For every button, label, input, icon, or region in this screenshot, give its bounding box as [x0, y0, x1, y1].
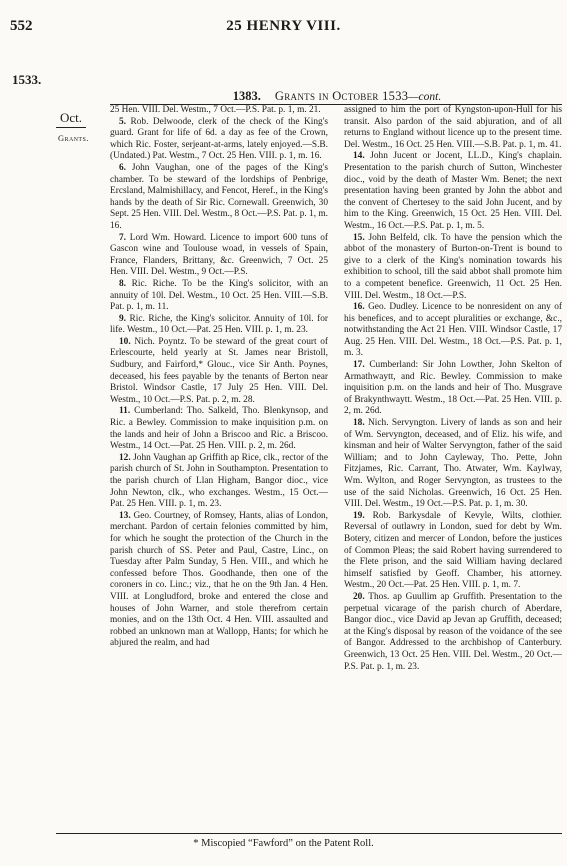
entry-paragraph — [110, 117, 328, 163]
entry-text: Ric. Riche, the King's solicitor. Annuity of 10l. for life. Westm., 10 Oct.—Pat. 25 Hen. VIII. p. 1, m. 23. — [110, 313, 328, 336]
entry-number: 18. — [353, 418, 365, 429]
entry-text: Rob. Barkysdale of Kevyle, Wilts, clothier. Reversal of outlawry in London, sued for debt by Wm. Botery, citizen and mercer of London, before the justices of Common Pleas; the said Robert having surrendered to the Flete prison, and the said William having declared himself satisfied by Geoff. Chamber, his attorney. Westm., 20 Oct.—Pat. 25 Hen. VIII. p. 1, m. 7. — [344, 510, 562, 591]
entry-paragraph — [344, 105, 562, 151]
entry-paragraph — [344, 360, 562, 418]
entry-text: John Jucent or Jocent, LL.D., King's chaplain. Presentation to the parish church of Sutton, Winchester dioc., void by the death of Master Wm. Benet; the next presentation having been granted by John the abbot and the convent of Chertesey to the said John Jucent, and by him to the King. Greenwich, 15 Oct. 25 Hen. VIII. Del. Westm., 16 Oct.—P.S. Pat. p. 1, m. 5. — [344, 151, 562, 231]
entry-paragraph — [110, 279, 328, 314]
entry-paragraph — [110, 163, 328, 233]
entry-paragraph — [110, 406, 328, 452]
entry-number: 6. — [119, 162, 127, 173]
entry-paragraph — [110, 453, 328, 511]
entry-number: 9. — [119, 313, 127, 324]
entry-text: Nich. Servyngton. Livery of lands as son and heir of Wm. Servyngton, deceased, and of Eliz. his wife, and kinsman and heir of Walter Servyngton, father of the said William; and to John Cayleway, Tho. Pette, John Fitzjames, Ric. Carrant, Tho. Atwater, Wm. Kaylway, Wm. Wylton, and Roger Servyngton, as trustees to the use of the said Nicholas. Greenwich, 16 Oct. 25 Hen. VIII. Del. Westm., 19 Oct.—P.S. Pat. p. 1, m. 30. — [344, 418, 562, 510]
section-title: Grants in October 1533 — [274, 89, 409, 103]
entry-paragraph — [110, 511, 328, 650]
entry-paragraph — [344, 592, 562, 673]
entry-number: 17. — [353, 360, 365, 371]
section-continued: —cont. — [408, 91, 442, 103]
entry-text: Rob. Delwoode, clerk of the check of the King's guard. Grant for life of 6d. a day as fee of the Crown, which Ric. Foster, serjeant-at-arms, lately enjoyed.—S.B. (Undated.) Pat. Westm., 7 Oct. 25 Hen. VIII. p. 1, m. 16. — [110, 116, 328, 162]
footnote: * Miscopied “Fawford” on the Patent Roll. — [193, 838, 374, 849]
entry-text: John Belfeld, clk. To have the pension which the abbot of the monastery of Burton-on-Trent is bound to give to a clerk of the King's nomination towards his exhibition to school, till the said abbot shall promote him to a competent benefice. Greenwich, 11 Oct. 25 Hen. VIII. Del. Westm., 18 Oct.—P.S. — [344, 232, 562, 301]
entry-paragraph — [344, 151, 562, 232]
entry-text: assigned to him the port of Kyngston-upon-Hull for his transit. Also pardon of the said abjuration, and of all returns to England without licence up to the present time. Del. Westm., 16 Oct. 25 Hen. VIII.—S.B. Pat. p. 1, m. 41. — [344, 105, 562, 150]
left-column — [110, 105, 328, 650]
entry-number: 10. — [119, 336, 131, 347]
entry-number: 19. — [353, 510, 365, 521]
entry-number: 15. — [353, 232, 365, 243]
entry-text: Cumberland: Sir John Lowther, John Skelton of Armathwaytt, and Ric. Bewley. Commission to make inquisition p.m. on the lands and heir of Tho. Musgrave of Brakynthwaytt. Westm., 18 Oct.—Pat. 25 Hen. VIII. p. 2, m. 26d. — [344, 360, 562, 417]
entry-text: Geo. Dudley. Licence to be nonresident on any of his benefices, and to accept pluralities or exchange, &c., notwithstanding the Act 21 Hen. VIII. Windsor Castle, 17 Aug. 25 Hen. VIII. Del. Westm., 18 Oct.—P.S. Pat. p. 1, m. 3. — [344, 302, 562, 359]
entry-paragraph — [344, 233, 562, 303]
entry-paragraph — [110, 233, 328, 279]
entry-number: 12. — [119, 452, 131, 463]
entry-paragraph — [344, 302, 562, 360]
entry-number: 16. — [353, 302, 365, 313]
entry-paragraph — [344, 418, 562, 511]
entry-number: 20. — [353, 591, 365, 602]
entry-text: Nich. Poyntz. To be steward of the great court of Erlescourte, held yearly at St. James near Bristoll, Sudbury, and Fairford,* Glouc., vice Sir Anth. Poynes, deceased, his fees payable by the tenants of Berton near Bristol. Windsor Castle, 17 July 25 Hen. VIII. Del. Westm., 10 Oct.—P.S. Pat. p. 2, m. 28. — [110, 336, 328, 405]
margin-category: Grants. — [58, 133, 89, 143]
entry-number: 7. — [119, 232, 127, 243]
running-title: 25 HENRY VIII. — [226, 18, 341, 34]
entry-text: Thos. ap Guullim ap Gruffith. Presentation to the perpetual vicarage of the parish church of Aberdare, Bangor dioc., vice David ap Jevan ap Gruffith, deceased; at the King's disposal by reason of the voidance of the see of Bangor. Addressed to the archbishop of Canterbury. Greenwich, 13 Oct. 25 Hen. VIII. Del. Westm., 20 Oct.—P.S. Pat. p. 1, m. 23. — [344, 591, 562, 672]
section-heading — [112, 89, 562, 104]
margin-month-rule — [56, 127, 86, 128]
entry-text: 25 Hen. VIII. Del. Westm., 7 Oct.—P.S. Pat. p. 1, m. 21. — [110, 105, 321, 115]
entry-text: Lord Wm. Howard. Licence to import 600 tuns of Gascon wine and Toulouse woad, in vessels of Spain, France, Flanders, Brittany, &c. Greenwich, 7 Oct. 25 Hen. VIII. Del. Westm., 9 Oct.—P.S. — [110, 232, 328, 278]
footnote-rule — [56, 833, 562, 834]
entry-number: 14. — [353, 151, 365, 162]
entry-number: 5. — [119, 116, 127, 127]
entry-text: John Vaughan ap Griffith ap Rice, clk., rector of the parish church of St. John in Southampton. Presentation to the parish church of Llan Higham, Bangor dioc., vice John Newton, clk., who exchanges. Westm., 15 Oct.—Pat. 25 Hen. VIII. p. 1, m. 23. — [110, 452, 328, 510]
entry-text: John Vaughan, one of the pages of the King's chamber. To be steward of the lordships of Penbrige, Ercsland, Malmishillacy, and Fencot, Heref., in the King's hands by the death of Sir Ric. Cornewall. Greenwich, 30 Sept. 25 Hen. VIII. Del. Westm., 8 Oct.—P.S. Pat. p. 1, m. 16. — [110, 162, 328, 231]
entry-paragraph — [344, 511, 562, 592]
entry-paragraph — [110, 105, 328, 117]
entry-number: 11. — [119, 406, 131, 417]
entry-text: Cumberland: Tho. Salkeld, Tho. Blenkynsop, and Ric. a Bewley. Commission to make inquisition p.m. on the lands and heir of John a Briscoo and Ric. a Briscoo. Westm., 14 Oct.—Pat. 25 Hen. VIII. p. 2, m. 26d. — [110, 406, 328, 452]
section-number: 1383. — [232, 89, 261, 103]
margin-year: 1533. — [12, 72, 42, 87]
entry-paragraph — [110, 337, 328, 407]
page-number: 552 — [10, 18, 33, 34]
entry-number: 8. — [119, 278, 127, 289]
entry-text: Geo. Courtney, of Romsey, Hants, alias of London, merchant. Pardon of certain felonies committed by him, for which he sought the protection of the Church in the parish church of SS. Peter and Paul, Castre, Linc., on Tuesday after Palm Sunday, 5 Hen. VIII., and which he confessed before Thos. Goodhande, then one of the coroners in co. Linc.; viz., that he on the 9th Jan. 4 Hen. VIII. at Longludford, broke and entered the close and houses of John Warner, and stole therefrom certain monies, and on the 13th Oct. 4 Hen. VIII. assaulted and robbed an unknown man at Wallopp, Hants; for which he abjured the realm, and had — [110, 510, 328, 649]
margin-month: Oct. — [60, 110, 83, 125]
right-column — [344, 105, 562, 673]
entry-number: 13. — [119, 510, 131, 521]
entry-paragraph — [110, 314, 328, 337]
entry-text: Ric. Riche. To be the King's solicitor, with an annuity of 10l. Del. Westm., 10 Oct. 25 Hen. VIII.—S.B. Pat. p. 1, m. 11. — [110, 278, 328, 313]
